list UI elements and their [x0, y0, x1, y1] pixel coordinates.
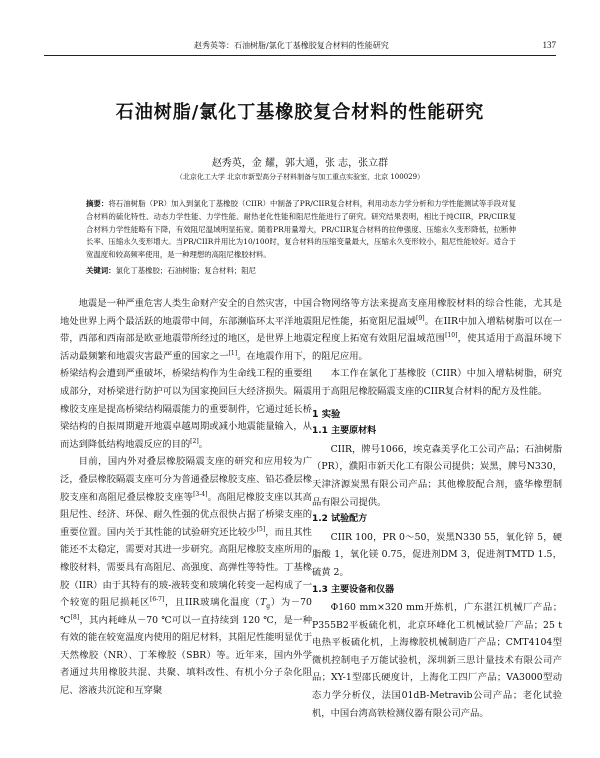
reference: [1]: [228, 349, 238, 357]
affiliation: （北京化工大学 北京市新型高分子材料制备与加工重点实验室，北京 100029）: [175, 173, 425, 181]
abstract-text: 将石油树脂（PR）加入到氯化丁基橡胶（CIIR）中制备了PR/CIIR复合材料，利用动态力学分析和力学性能测试等手段对复合材料的硫化特性、动态力学性能、力学性能、耐热老化性能和阻尼性能进行了研究。研究结果表明，相比于纯CIIR，PR/CIIR复合材料力学性能略有下降，有效阻尼温域明显拓宽。随着PR用量增大，PR/CIIR复合材料的拉伸强度、压缩永久变形降低，拉断伸长率、压缩永久变形增大。当PR/CIIR并用比为10/100时，复合材料的压缩变量最大，压缩永久变形较小，阻尼性能较好。适合于宽温度和较高频率使用，是一种理想的高阻尼橡胶材料。: [86, 199, 516, 260]
paragraph: [60, 453, 312, 699]
running-header: [44, 40, 556, 54]
keywords: [86, 265, 516, 276]
text-run: ，且IIR玻璃化温度（: [164, 597, 261, 609]
paragraph-equipment: Φ160 mm×320 mm开炼机，广东湛江机械厂产品；P355B2平板硫化机，北京环峰化工机械试验厂产品；25 t电热平板硫化机，上海橡胶机械制造厂产品；CMT4104型微机控制电子万能试验机，深圳新三思计量技术有限公司产品；XY-1型邵氏硬度计，上海化工四厂产品；VA3000型动态力学分析仪，法国01dB-Metravib公司产品；老化试验机，中国台湾高铁检测仪器有限公司产品。: [312, 602, 562, 719]
text-run: ，其内耗峰从－70 ℃可以一直持续到 120 ℃，是一种有效的能在较宽温度内使用的阻尼材料，其阻尼性能明显优于天然橡胶（NR）、丁苯橡胶（SBR）等。近年来，国内外学者通过共用橡胶共混、共聚、填料改性、有机小分子杂化阻尼、溶液共沉淀和互穿聚: [60, 614, 312, 697]
subsection-heading-equipment: 1.3 主要设备和仪器: [312, 584, 395, 595]
reference: [10]: [445, 332, 458, 340]
abstract: [86, 198, 516, 262]
reference: [3-4]: [193, 490, 208, 498]
section-heading-experiment: 1 实验: [312, 408, 341, 420]
text-run: 地震是一种严重危害人类生命财产安全的自然灾害，中国地处世界上两个最活跃的地震带中间，东部濒临环太平洋地震带，西部和西南部是欧亚地震带所经过的地区，是世界上地震活动最频繁和地震灾害最严重的国家之一: [60, 298, 312, 362]
keywords-text: 氯化丁基橡胶；石油树脂；复合材料；阻尼: [115, 266, 257, 275]
reference: [2]: [190, 437, 199, 445]
text-run: 。在地震作用下，桥梁结构会遭到严重破坏，桥梁结构作为生命线工程的重要组成部分，对桥梁进行防护可以为国家挽回巨大经济损失。隔震橡胶支座是提高桥梁结构隔震能力的重要制件，它通过延长桥梁结构的自振周期避开地震卓越周期或减小地震能量输入，从而达到降低结构地震反应的目的: [60, 350, 312, 450]
keywords-label: 关键词：: [86, 266, 116, 275]
reference: [8]: [70, 613, 80, 621]
subsection-heading-formula: 1.2 试验配方: [312, 514, 368, 525]
text-run: 。: [198, 438, 208, 450]
authors: 赵秀英，金 耀，郭大通，张 志，张立群: [211, 158, 389, 169]
body-column-left: [60, 295, 312, 700]
paragraph-formula: CIIR 100，PR 0～50，炭黑N330 55，氧化锌 5，硬脂酸 1，氧化镁 0.75，促进剂DM 3，促进剂TMTD 1.5，硫黄 2。: [312, 531, 562, 578]
reference: [9]: [416, 314, 425, 322]
symbol-tg: T: [260, 597, 267, 609]
paragraph: [60, 295, 312, 453]
paragraph: 本工作在氯化丁基橡胶（CIIR）中加入增粘树脂，研究用于高阻尼橡胶隔震支座的CIIR复合材料的配方及性能。: [312, 368, 562, 397]
text-run: 。高阻尼橡胶支座以其高阻尼性、经济、环保、耐久性强的优点很快占据了桥梁支座的重要位置。国内关于其性能的试验研究还比较少: [60, 491, 312, 538]
text-run: 合物网络等方法来提高支座用橡胶材料的综合性能，尤其是阻尼性能，拓宽阻尼温域: [312, 298, 562, 327]
paragraph-materials: CIIR，牌号1066，埃克森美孚化工公司产品；石油树脂（PR），濮阳市新天化工有限公司提供；炭黑，牌号N330，天津济源炭黑有限公司产品；其他橡胶配合剂，盛华橡塑制品有限公司提供。: [312, 443, 562, 508]
reference: [5]: [256, 525, 266, 533]
paragraph: [312, 295, 562, 365]
text-run: 目前，国内外对叠层橡胶隔震支座的研究和应用较为广泛，叠层橡胶隔震支座可分为普通叠层橡胶支座、铅芯叠层橡胶支座和高阻尼叠层橡胶支座等: [60, 456, 312, 503]
body-column-right: [312, 295, 562, 722]
text-run: ，使其适用于高温环境下的阻尼应用。: [312, 333, 562, 362]
text-run: 。在IIR中加入增粘树脂可以在一定程度上拓宽有效阻尼温域范围: [312, 315, 562, 345]
abstract-label: 摘要：: [86, 199, 109, 208]
reference: [6-7]: [150, 596, 165, 603]
text-run: ）为－70 ℃: [60, 597, 312, 626]
running-title: 赵秀英等：石油树脂/氯化丁基橡胶复合材料的性能研究: [194, 41, 389, 50]
text-run: ，而且其性能还不太稳定，需要对其进一步研究。高阻尼橡胶支座所用的橡胶材料，需要具有高阻尼、高强度、高弹性等特性。丁基橡胶（IIR）由于其特有的玻-液转变和玻璃化转变一起构成了一个较宽的阻尼损耗区: [60, 526, 312, 609]
header-rule: [44, 55, 556, 56]
article-title: 石油树脂/氯化丁基橡胶复合材料的性能研究: [115, 102, 485, 123]
subscript: g: [266, 602, 271, 610]
page-number: 137: [542, 40, 556, 50]
subsection-heading-materials: 1.1 主要原材料: [312, 426, 377, 437]
